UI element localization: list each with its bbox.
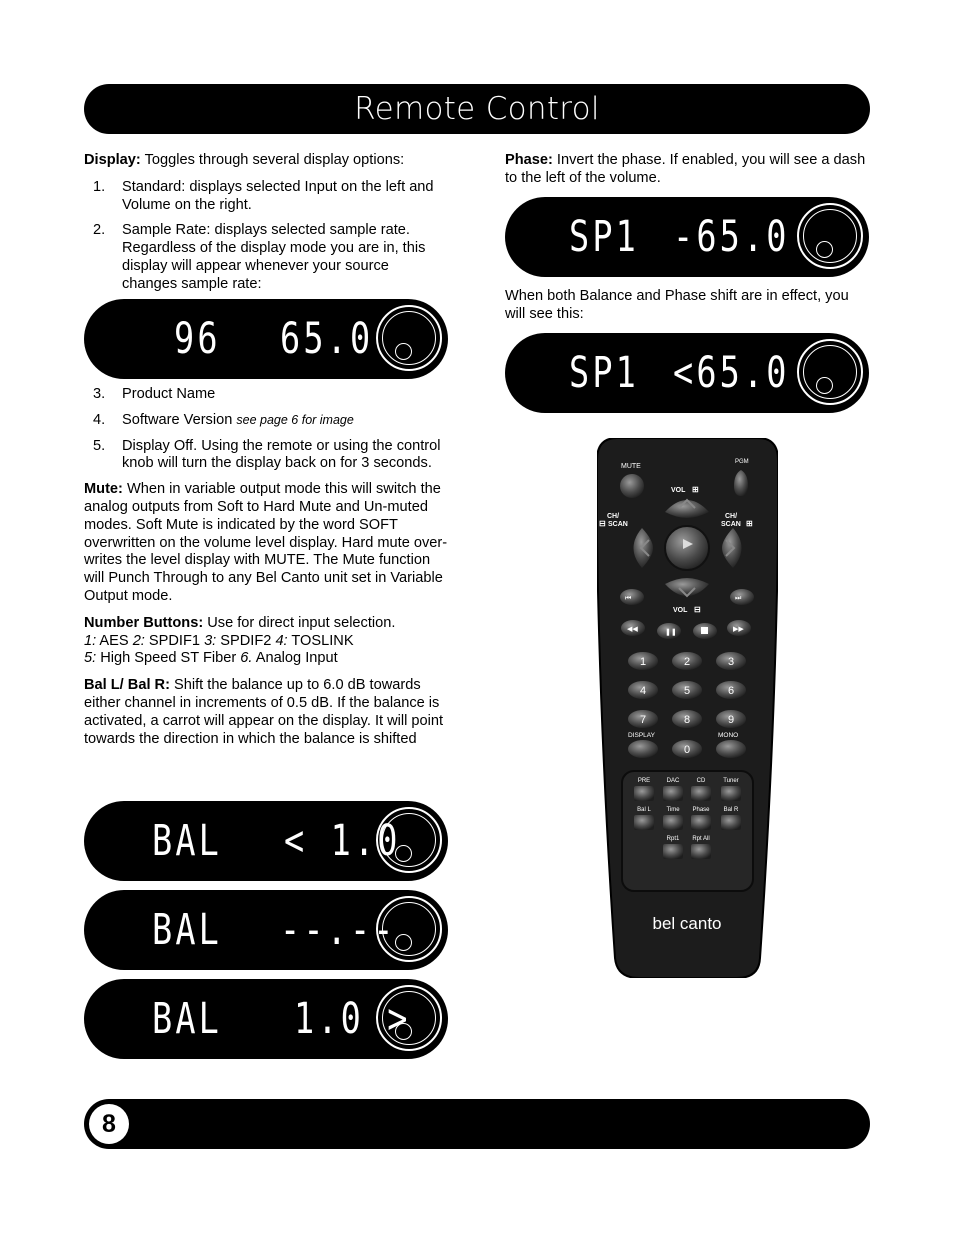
lcd-left-text: SP1 xyxy=(569,348,639,398)
ch-scan-right-label-2: SCAN xyxy=(721,521,741,528)
stop-icon xyxy=(701,627,708,634)
balance-paragraph: Bal L/ Bal R: Shift the balance up to 6.0 dB towards either channel in increments of 0.5 dB. If the balance is activated, a carrot will appear on the display. It will point towards the direction in which the balance is shifted xyxy=(84,677,444,747)
plus-icon: ⊞ xyxy=(746,519,753,528)
lcd-right-text: -65.0 xyxy=(673,212,790,262)
tuner-button[interactable] xyxy=(721,786,741,801)
svg-text:Time: Time xyxy=(666,807,680,813)
svg-text:Bal L: Bal L xyxy=(637,807,651,813)
rewind-icon: ◀◀ xyxy=(627,626,638,633)
rpt1-button[interactable] xyxy=(663,844,683,859)
lcd-phase xyxy=(505,197,869,277)
right-column xyxy=(505,152,870,197)
cd-button[interactable] xyxy=(691,786,711,801)
list-item: 3. Product Name xyxy=(93,386,216,402)
lcd-right-text: 1.0 > xyxy=(294,994,411,1044)
svg-text:PRE: PRE xyxy=(637,778,651,784)
vol-up-label: VOL xyxy=(671,487,686,494)
svg-text:CD: CD xyxy=(696,778,706,784)
ch-scan-left-label-1: CH/ xyxy=(607,513,620,520)
vol-down-label: VOL xyxy=(673,607,688,614)
svg-text:7: 7 xyxy=(639,714,647,726)
pre-button[interactable] xyxy=(634,786,654,801)
svg-text:Rpt All: Rpt All xyxy=(692,836,710,842)
mute-paragraph: Mute: When in variable output mode this will switch the analog outputs from Soft to Hard Mute and Un-muted modes. Soft Mute is indicated by the word SOFT overwritten on the volume level display. Hard mute over-writes the level display with MUTE. The Mute function will Punch Through to any Bel Canto unit set in Variable Output mode. xyxy=(84,481,448,604)
svg-text:3: 3 xyxy=(727,656,735,668)
display-button[interactable] xyxy=(628,740,658,758)
mute-button[interactable] xyxy=(620,474,644,498)
volume-knob-icon xyxy=(376,896,442,962)
list-item: 1. Standard: displays selected Input on the left and Volume on the right. xyxy=(93,178,434,213)
list-item: 2. Sample Rate: displays selected sample rate. Regardless of the display mode you are in, this display will appear whenever your source changes sample rate: xyxy=(93,222,426,292)
remote-control-illustration xyxy=(597,438,778,978)
mono-button[interactable] xyxy=(716,740,746,758)
skip-forward-icon: ⏭ xyxy=(735,595,742,602)
volume-knob-icon xyxy=(797,203,863,269)
lcd-left-text: BAL xyxy=(152,816,222,866)
ch-scan-right-label-1: CH/ xyxy=(725,513,738,520)
list-item: 5. Display Off. Using the remote or using the control knob will turn the display back on for 3 seconds. xyxy=(93,437,441,472)
list-item: 4. Software Version see page 6 for image xyxy=(93,411,354,428)
volume-knob-icon xyxy=(376,985,442,1051)
footer-bar xyxy=(84,1099,870,1149)
lcd-balance-left xyxy=(84,801,448,881)
svg-text:9: 9 xyxy=(727,714,735,726)
lcd-left-text: BAL xyxy=(152,994,222,1044)
lcd-right-text: 65.0 xyxy=(280,314,374,364)
svg-text:6: 6 xyxy=(727,685,735,697)
pause-icon: ❚❚ xyxy=(665,629,677,636)
dac-button[interactable] xyxy=(663,786,683,801)
lcd-right-text: --.-- xyxy=(280,905,397,955)
display-paragraph: Display: Toggles through several display options: xyxy=(84,152,405,168)
both-paragraph: When both Balance and Phase shift are in effect, you will see this: xyxy=(505,288,849,322)
lcd-right-text: <65.0 xyxy=(673,348,790,398)
bal-l-button[interactable] xyxy=(634,815,654,830)
volume-knob-icon xyxy=(797,339,863,405)
next-track-button[interactable] xyxy=(730,589,754,605)
bal-r-button[interactable] xyxy=(721,815,741,830)
minus-icon: ⊟ xyxy=(694,605,701,614)
previous-track-button[interactable] xyxy=(620,589,644,605)
svg-text:Phase: Phase xyxy=(692,807,710,813)
lcd-balance-right xyxy=(84,979,448,1059)
volume-knob-icon xyxy=(376,305,442,371)
volume-knob-icon xyxy=(376,807,442,873)
number-buttons-paragraph: Number Buttons: Use for direct input selection. 1: AES 2: SPDIF1 3: SPDIF2 4: TOSLINK 5: High Speed ST Fiber 6. Analog Input xyxy=(84,614,396,667)
svg-text:Tuner: Tuner xyxy=(723,778,739,784)
svg-text:5: 5 xyxy=(683,685,691,697)
left-column xyxy=(84,152,448,302)
rpt-all-button[interactable] xyxy=(691,844,711,859)
svg-text:2: 2 xyxy=(683,656,691,668)
brand-logo: bel canto xyxy=(652,914,722,933)
display-options-list-continued xyxy=(84,386,448,473)
svg-text:Rpt1: Rpt1 xyxy=(666,836,680,842)
svg-text:0: 0 xyxy=(683,744,691,756)
lcd-left-text: 96 xyxy=(174,314,221,364)
page-number: 8 xyxy=(89,1104,129,1144)
lcd-balance-phase xyxy=(505,333,869,413)
lcd-left-text: BAL xyxy=(152,905,222,955)
svg-text:8: 8 xyxy=(683,714,691,726)
page-title: Remote Control xyxy=(354,91,600,127)
svg-text:1: 1 xyxy=(639,656,647,668)
lcd-sample-rate xyxy=(84,299,448,379)
svg-text:Bal R: Bal R xyxy=(723,807,739,813)
left-column-lower xyxy=(84,386,448,757)
minus-icon: ⊟ xyxy=(599,519,606,528)
skip-back-icon: ⏮ xyxy=(625,595,632,602)
svg-text:DAC: DAC xyxy=(666,778,680,784)
display-label: DISPLAY xyxy=(628,732,655,739)
mute-label: MUTE xyxy=(621,463,641,470)
display-options-list xyxy=(84,179,448,294)
plus-icon: ⊞ xyxy=(692,485,699,494)
time-button[interactable] xyxy=(663,815,683,830)
svg-text:4: 4 xyxy=(639,685,647,697)
lcd-balance-center xyxy=(84,890,448,970)
phase-button[interactable] xyxy=(691,815,711,830)
lcd-left-text: SP1 xyxy=(569,212,639,262)
lcd-right-text: < 1.0 xyxy=(284,816,401,866)
phase-paragraph: Phase: Invert the phase. If enabled, you will see a dash to the left of the volume. xyxy=(505,152,866,186)
fast-forward-icon: ▶▶ xyxy=(733,626,744,633)
right-column-both xyxy=(505,288,870,333)
play-pause-button[interactable] xyxy=(665,526,709,570)
title-bar xyxy=(84,84,870,134)
ch-scan-left-label-2: SCAN xyxy=(608,521,628,528)
pgm-label: PGM xyxy=(735,459,749,465)
mono-label: MONO xyxy=(718,732,739,739)
